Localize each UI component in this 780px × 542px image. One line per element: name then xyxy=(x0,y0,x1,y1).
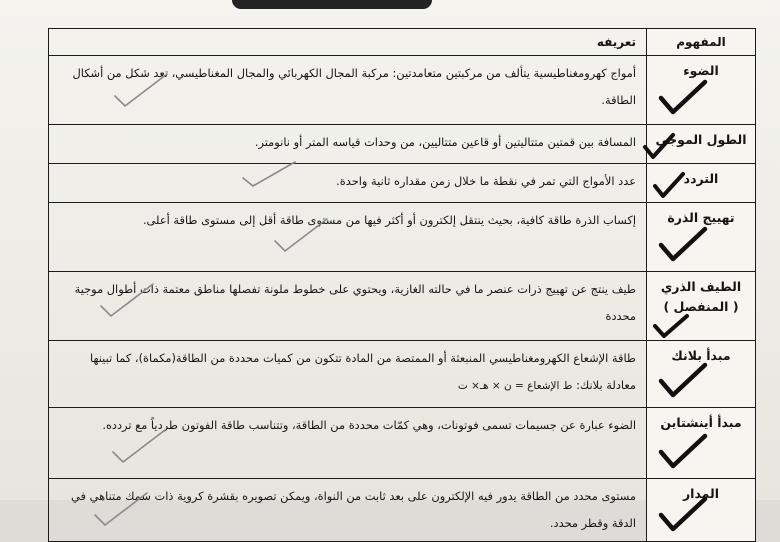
planck-formula: ط الإشعاع = ن × هـ× ت xyxy=(457,380,573,392)
term-label: التردد xyxy=(683,171,719,186)
checkmark-icon xyxy=(653,223,713,267)
term-label: المدار xyxy=(682,486,720,501)
grader-tick-icon xyxy=(107,426,171,468)
term-cell xyxy=(647,479,756,542)
top-ink-smudge xyxy=(232,0,432,9)
term-cell xyxy=(647,56,756,125)
definition-text: الضوء عبارة عن جسيمات تسمى فوتونات، وهي كمّات محددة من الطاقة، وتتناسب طاقة الفوتون طردياً مع تردده. xyxy=(102,418,636,432)
table-row xyxy=(49,341,756,408)
definition-text: عدد الأمواج التي تمر في نقطة ما خلال زمن مقداره ثانية واحدة. xyxy=(336,174,636,188)
definition-cell xyxy=(49,272,647,341)
checkmark-icon xyxy=(651,170,687,200)
term-label: الطول الموجي xyxy=(655,132,747,147)
checkmark-icon xyxy=(653,359,713,403)
term-label: مبدأ بلانك xyxy=(671,348,731,363)
term-cell xyxy=(647,341,756,408)
term-label: الطيف الذري xyxy=(660,279,742,294)
term-cell xyxy=(647,125,756,164)
term-cell xyxy=(647,164,756,203)
definition-text: مستوى محدد من الطاقة يدور فيه الإلكترون على بعد ثابت من النواة، ويمكن تصويره بقشرة كروية ذات سمك متناهي في الدقة وقطر محدد. xyxy=(71,489,636,530)
table-row xyxy=(49,203,756,272)
term-label: تهييج الذرة xyxy=(667,210,735,225)
definition-cell xyxy=(49,203,647,272)
grader-tick-icon xyxy=(109,70,173,112)
grader-tick-icon xyxy=(95,280,159,322)
definition-cell xyxy=(49,408,647,479)
table-row xyxy=(49,408,756,479)
table-row xyxy=(49,479,756,542)
definition-cell xyxy=(49,125,647,164)
definition-cell xyxy=(49,341,647,408)
definition-text: المسافة بين قمتين متتاليتين أو قاعين متتاليين، من وحدات قياسه المتر أو نانومتر. xyxy=(254,135,636,149)
definition-text: إكساب الذرة طاقة كافية، بحيث ينتقل إلكترون أو أكثر فيها من مستوى طاقة أقل إلى مستوى طاقة أعلى. xyxy=(142,213,636,227)
definition-cell xyxy=(49,56,647,125)
table-row xyxy=(49,164,756,203)
term-label-extra: ( المنفصل ) xyxy=(663,299,739,314)
definitions-table xyxy=(48,28,756,542)
term-label: مبدأ أينشتاين xyxy=(660,415,742,430)
table-row xyxy=(49,125,756,164)
table-header-row xyxy=(49,29,756,56)
definition-text: طاقة الإشعاع الكهرومغناطيسي المنبعثة أو الممتصة من المادة تتكون من كميات محددة من الطاقة(مكماة)، كما تبينها معادلة بلانك: xyxy=(90,351,636,392)
header-concept: المفهوم xyxy=(647,29,756,56)
term-cell xyxy=(647,272,756,341)
grader-tick-icon xyxy=(89,489,153,531)
term-cell xyxy=(647,203,756,272)
term-cell xyxy=(647,408,756,479)
term-label: الضوء xyxy=(683,63,719,78)
checkmark-icon xyxy=(653,430,713,474)
grader-tick-icon xyxy=(269,215,333,257)
definition-text: طيف ينتج عن تهييج ذرات عنصر ما في حالته الغازية، ويحتوي على خطوط ملونة تفصلها مناطق معتمة ذات أطوال موجية محددة xyxy=(74,282,636,323)
definition-text: أمواج كهرومغناطيسية يتألف من مركبتين متعامدتين: مركبة المجال الكهربائي والمجال المغناطيسي، تعد شكل من أشكال الطاقة. xyxy=(72,66,636,107)
checkmark-icon xyxy=(653,76,713,120)
header-definition: تعريفه xyxy=(49,29,647,56)
table-row xyxy=(49,272,756,341)
definition-cell xyxy=(49,479,647,542)
table-row xyxy=(49,56,756,125)
grader-tick-icon xyxy=(239,158,299,188)
definition-cell xyxy=(49,164,647,203)
checkmark-icon xyxy=(651,312,691,340)
